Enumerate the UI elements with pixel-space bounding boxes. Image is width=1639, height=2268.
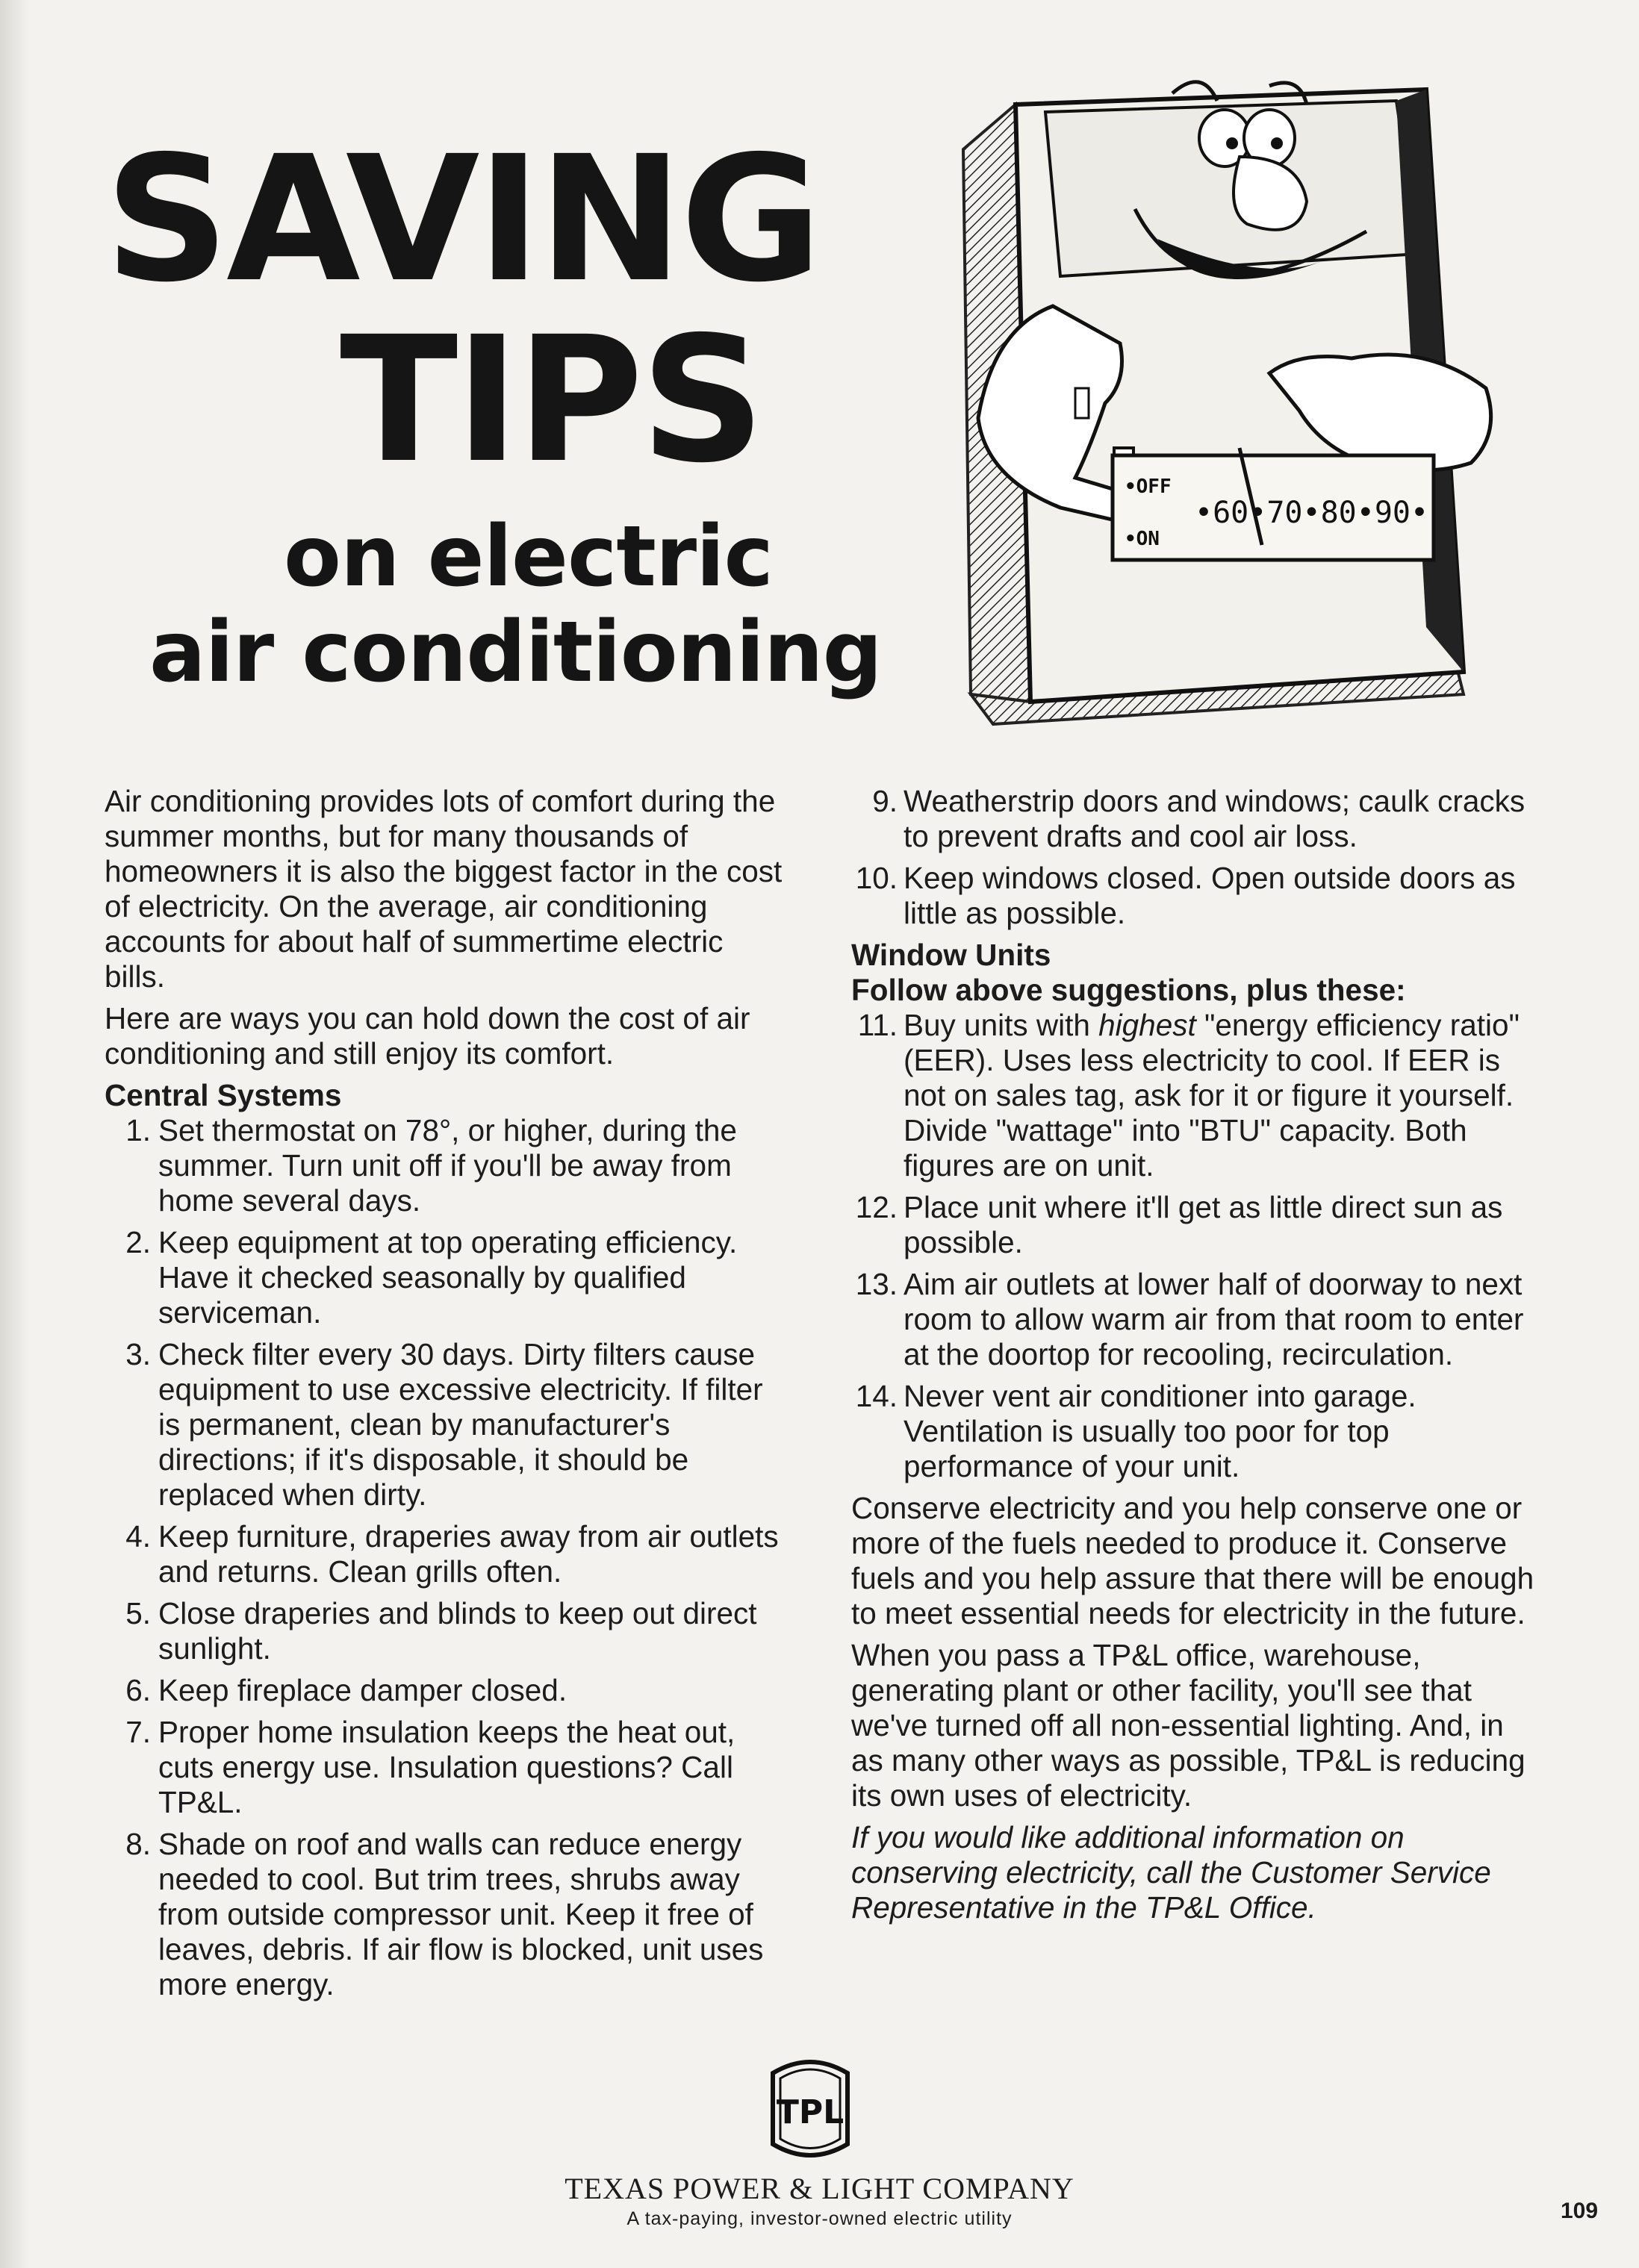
tip-number: 12. xyxy=(855,1190,898,1224)
tip-text: Proper home insulation keeps the heat out, cuts energy use. Insulation questions? Call TP&L. xyxy=(158,1715,735,1819)
page-number: 109 xyxy=(1561,2199,1599,2223)
headline-tips: TIPS xyxy=(340,299,762,501)
list-item xyxy=(851,861,1538,931)
closing-paragraph-1: Conserve electricity and you help conserve one or more of the fuels needed to produce it. Conserve fuels and you help assure that there will be enough to meet essential needs for electricity in the future. xyxy=(851,1491,1534,1630)
list-item xyxy=(105,1673,791,1708)
tip-text-pre: Buy units with xyxy=(904,1008,1099,1042)
list-item xyxy=(851,1008,1538,1183)
tip-number: 10. xyxy=(855,861,898,895)
tip-text: Keep windows closed. Open outside doors as little as possible. xyxy=(904,861,1516,930)
tip-text: Set thermostat on 78°, or higher, during the summer. Turn unit off if you'll be away from home several days. xyxy=(158,1113,737,1218)
tip-text: Keep equipment at top operating efficiency. Have it checked seasonally by qualified serviceman. xyxy=(158,1225,738,1330)
company-name: TEXAS POWER & LIGHT COMPANY xyxy=(565,2172,1074,2205)
tip-number: 2. xyxy=(125,1225,151,1259)
tip-number: 14. xyxy=(855,1379,898,1413)
tip-number: 3. xyxy=(125,1337,151,1371)
tip-text: Never vent air conditioner into garage. Ventilation is usually too poor for top performance of your unit. xyxy=(904,1379,1416,1483)
company-tagline: A tax-paying, investor-owned electric utility xyxy=(626,2208,1013,2229)
tip-number: 8. xyxy=(125,1827,151,1861)
list-item xyxy=(851,1379,1538,1484)
tip-number: 7. xyxy=(125,1715,151,1749)
list-item xyxy=(105,1225,791,1330)
tip-number: 9. xyxy=(872,784,898,818)
headline-on-electric: on electric xyxy=(284,508,773,605)
list-item xyxy=(105,1113,791,1218)
window-units-list xyxy=(851,1008,1538,1484)
tip-number: 6. xyxy=(125,1673,151,1707)
tip-number: 13. xyxy=(855,1267,898,1301)
tip-text: Place unit where it'll get as little direct sun as possible. xyxy=(904,1190,1503,1259)
intro-paragraph-1: Air conditioning provides lots of comfort during the summer months, but for many thousands of homeowners it is also the biggest factor in the cost of electricity. On the average, air conditioning accounts for about half of summertime electric bills. xyxy=(105,784,783,994)
left-column xyxy=(105,784,791,2009)
tip-text: Check filter every 30 days. Dirty filters cause equipment to use excessive electricity. If filter is permanent, clean by manufacturer's directions; if it's disposable, it should be replaced when dirty. xyxy=(158,1337,763,1512)
tip-text: Close draperies and blinds to keep out direct sunlight. xyxy=(158,1596,757,1666)
list-item xyxy=(105,1715,791,1820)
tip-text: Shade on roof and walls can reduce energy needed to cool. But trim trees, shrubs away from outside compressor unit. Keep it free of leaves, debris. If air flow is blocked, unit uses more energy. xyxy=(158,1827,764,2001)
tip-text: Keep furniture, draperies away from air outlets and returns. Clean grills often. xyxy=(158,1519,779,1589)
central-systems-list xyxy=(105,1113,791,2002)
list-item xyxy=(105,1827,791,2002)
list-item xyxy=(105,1519,791,1589)
logo-text: TPL xyxy=(776,2093,845,2131)
tip-number: 4. xyxy=(125,1519,151,1554)
tip-number: 1. xyxy=(125,1113,151,1147)
tip-text-post: "energy efficiency ratio" (EER). Uses less electricity to cool. If EER is not on sales tag, ask for it or figure it yourself. Divide "wattage" into "BTU" capacity. Both figures are on unit. xyxy=(904,1008,1520,1183)
thermostat-off-label: •OFF xyxy=(1125,476,1172,498)
tip-number: 5. xyxy=(125,1596,151,1630)
window-units-subheading: Follow above suggestions, plus these: xyxy=(851,973,1406,1007)
tip-number: 11. xyxy=(857,1008,898,1042)
central-systems-heading: Central Systems xyxy=(105,1078,342,1112)
tip-text: Aim air outlets at lower half of doorway to next room to allow warm air from that room to enter at the doortop for recooling, recirculation. xyxy=(904,1267,1524,1371)
list-item xyxy=(105,1337,791,1512)
closing-paragraph-2: When you pass a TP&L office, warehouse, generating plant or other facility, you'll see that we've turned off all non-essential lighting. And, in as many other ways as possible, TP&L is reducing its own uses of electricity. xyxy=(851,1638,1526,1813)
intro-paragraph-2: Here are ways you can hold down the cost of air conditioning and still enjoy its comfort. xyxy=(105,1001,750,1071)
list-item xyxy=(851,1267,1538,1372)
thermostat-on-label: •ON xyxy=(1125,528,1160,550)
tip-text-emphasis: highest xyxy=(1098,1008,1196,1042)
list-item xyxy=(851,1190,1538,1260)
thermostat-cartoon-icon xyxy=(948,60,1523,732)
headline-air-conditioning: air conditioning xyxy=(149,604,882,701)
list-item xyxy=(105,1596,791,1666)
tip-text: Keep fireplace damper closed. xyxy=(158,1673,567,1707)
list-item xyxy=(851,784,1538,854)
tip-text: Weatherstrip doors and windows; caulk cracks to prevent drafts and cool air loss. xyxy=(904,784,1526,853)
central-systems-list-continued xyxy=(851,784,1538,931)
page-binding-shadow xyxy=(0,0,30,2268)
closing-contact-paragraph: If you would like additional information on conserving electricity, call the Customer Service Representative in the TP&L Office. xyxy=(851,1820,1491,1925)
tpl-logo-icon xyxy=(765,2054,855,2163)
right-column xyxy=(851,784,1538,1932)
headline-saving: SAVING xyxy=(105,119,820,320)
window-units-heading: Window Units xyxy=(851,938,1051,972)
thermostat-scale: •60•70•80•90• xyxy=(1195,496,1429,530)
